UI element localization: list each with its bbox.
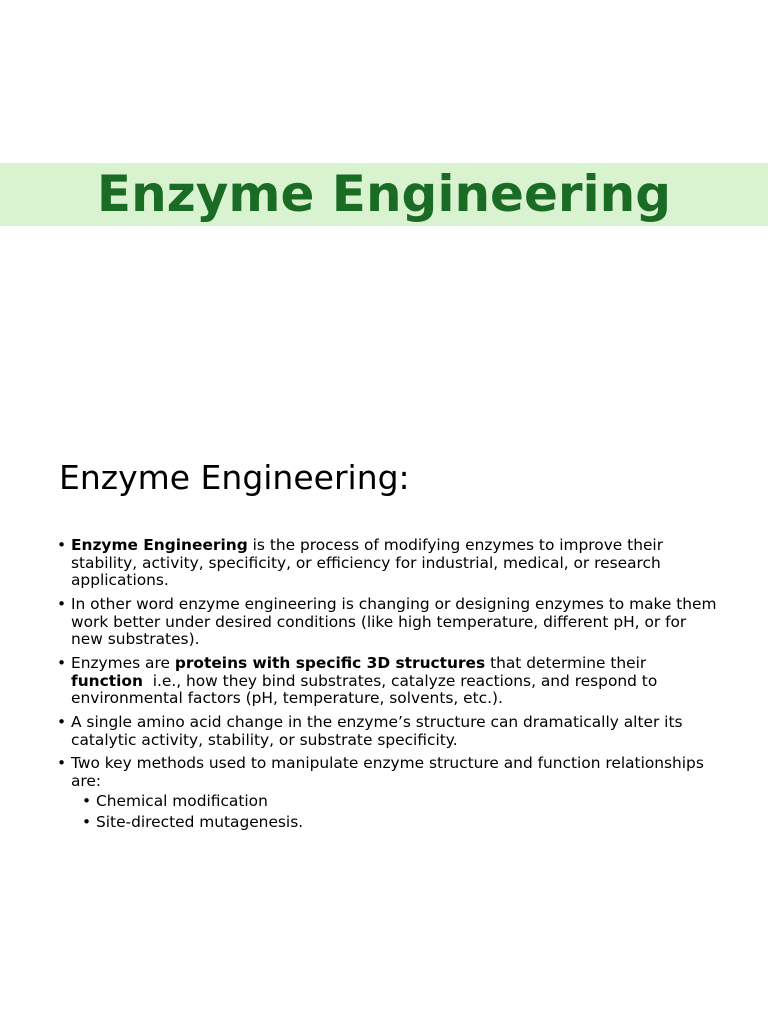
bold-phrase: function [71, 671, 143, 690]
bullet-dot: • [57, 536, 67, 554]
slide-title: Enzyme Engineering [96, 165, 672, 223]
bullet-item-amino-acid [57, 714, 717, 749]
bullet-text: that determine their [485, 653, 647, 672]
bullet-text: A single amino acid change in the enzyme’s structure can dramatically alter its catalytic activity, stability, or substrate specificity. [71, 712, 683, 749]
sub-bullet-text: Site-directed mutagenesis. [96, 813, 304, 832]
bullet-dot: • [57, 754, 67, 773]
bullet-text: i.e., how they bind substrates, catalyze reactions, and respond to environmental factors (pH, temperature, solvents, etc.). [71, 671, 663, 708]
bold-phrase: proteins with specific 3D structures [174, 653, 486, 672]
sub-bullet-item [82, 793, 717, 811]
bullet-text: In other word enzyme engineering is changing or designing enzymes to make them work better under desired conditions (like high temperature, different pH, or for new substrates). [71, 594, 717, 649]
section-heading: Enzyme Engineering: [59, 458, 410, 497]
sub-bullet-list [71, 793, 717, 831]
sub-bullet-text: Chemical modification [96, 792, 268, 811]
bullet-list [57, 537, 717, 838]
bold-term: Enzyme Engineering [71, 536, 248, 554]
bullet-item-methods [57, 755, 717, 832]
bullet-dot: • [57, 653, 67, 672]
bullet-dot: • [57, 712, 67, 731]
bullet-item-other-word [57, 596, 717, 649]
bullet-text: is the process of modifying enzymes to improve their stability, activity, specificity, or efficiency for industrial, medical, or research applications. [71, 536, 664, 590]
bullet-dot: • [82, 813, 92, 832]
bullet-text: Two key methods used to manipulate enzyme structure and function relationships are: [71, 754, 704, 790]
bullet-dot: • [82, 792, 92, 811]
bullet-item-structure [57, 655, 717, 708]
sub-bullet-item [82, 814, 717, 832]
bullet-text: Enzymes are [71, 653, 175, 672]
bullet-dot: • [57, 594, 67, 613]
bullet-item-definition [57, 537, 717, 590]
